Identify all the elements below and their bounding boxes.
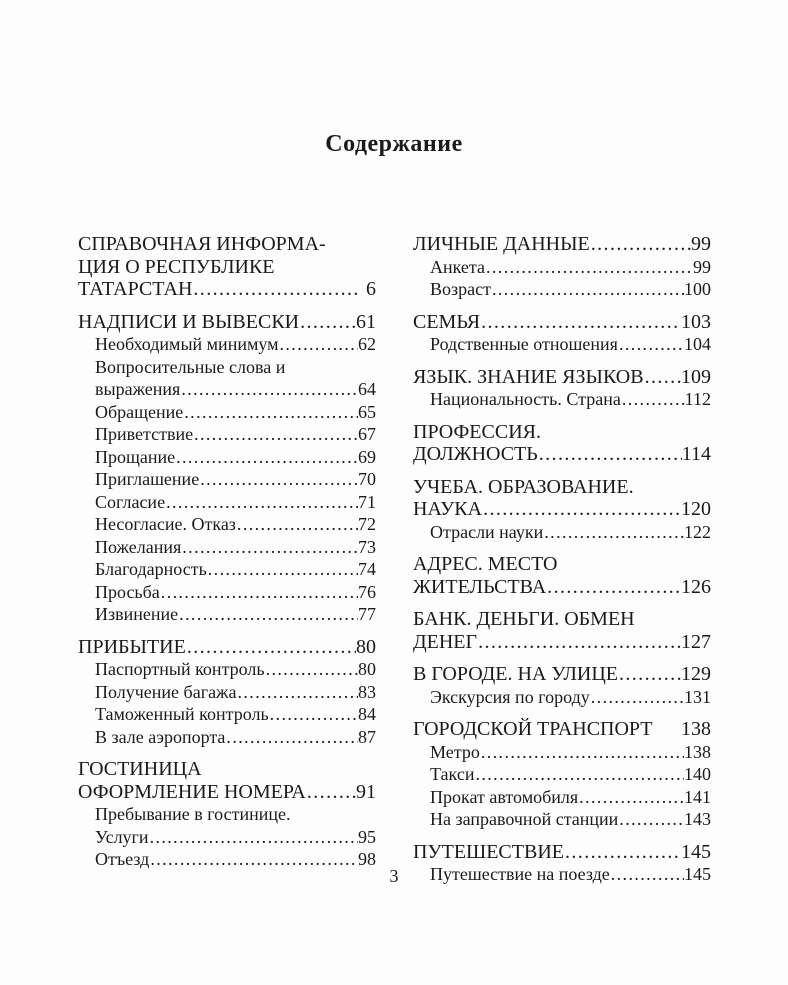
toc-entry-lastline — [413, 366, 711, 389]
toc-entry — [413, 841, 711, 864]
toc-entry — [413, 553, 711, 598]
toc-leader-dots — [269, 703, 358, 726]
toc-entry — [78, 681, 376, 704]
toc-entry-title: Извинение — [95, 604, 179, 624]
toc-entry — [78, 491, 376, 514]
toc-leader-dots — [485, 256, 693, 279]
toc-entry-title: ДЕНЕГ — [413, 630, 478, 653]
toc-entry-title: Приглашение — [95, 469, 200, 489]
toc-entry-title: ПУТЕШЕСТВИЕ — [413, 840, 564, 863]
toc-entry-page: 104 — [684, 334, 711, 354]
toc-entry-title: Метро — [430, 741, 480, 762]
toc-entry-page: 141 — [684, 786, 711, 807]
toc-entry-page: 100 — [684, 279, 711, 299]
toc-entry-line: БАНК. ДЕНЬГИ. ОБМЕН — [413, 608, 635, 630]
toc-entry — [413, 366, 711, 389]
toc-entry-title: ЯЗЫК. ЗНАНИЕ ЯЗЫКОВ — [413, 365, 644, 388]
toc-entry-page: 64 — [358, 379, 376, 399]
toc-entry-lastline — [78, 278, 376, 301]
toc-entry-lastline — [95, 333, 376, 356]
page-number: 3 — [389, 866, 399, 886]
toc-entry-lastline — [430, 333, 711, 356]
toc-entry-page: 61 — [356, 310, 376, 333]
toc-leader-dots — [207, 558, 358, 581]
toc-leader-dots — [482, 498, 681, 521]
toc-entry — [78, 658, 376, 681]
toc-entry-title: Согласие — [95, 491, 166, 512]
toc-entry-title: Необходимый минимум — [95, 334, 279, 354]
toc-entry-lastline — [95, 513, 376, 536]
toc-entry-page: 122 — [684, 521, 711, 542]
toc-entry-title: Несогласие. Отказ — [95, 514, 236, 534]
toc-entry-page: 76 — [358, 581, 376, 602]
toc-entry — [413, 608, 711, 653]
toc-entry-title: Получение багажа — [95, 681, 237, 702]
toc-leader-dots — [590, 233, 691, 256]
toc-entry-lastline — [95, 401, 376, 424]
toc-entry-title: Анкета — [430, 256, 485, 277]
toc-entry-page: 140 — [684, 764, 711, 784]
toc-entry-title: ЖИТЕЛЬСТВА — [413, 575, 547, 598]
toc-entry-line: ЦИЯ О РЕСПУБЛИКЕ — [78, 255, 275, 278]
toc-entry-title: Экскурсия по городу — [430, 686, 590, 707]
toc-entry-lastline — [95, 658, 376, 681]
toc-entry — [78, 423, 376, 446]
toc-entry-lastline — [430, 686, 711, 709]
page-title: Содержание — [325, 131, 463, 157]
toc-leader-dots — [618, 808, 684, 831]
toc-entry-title: Такси — [430, 764, 475, 784]
toc-entry-page: 80 — [358, 659, 376, 679]
toc-entry — [413, 521, 711, 544]
toc-entry — [413, 686, 711, 709]
toc-entry — [78, 446, 376, 469]
toc-entry-line: Пребывание в гостинице. — [95, 804, 291, 824]
toc-entry-title: ДОЛЖНОСТЬ — [413, 443, 538, 465]
toc-entry-lastline — [78, 311, 376, 334]
toc-entry-title: Приветствие — [95, 424, 194, 444]
toc-entry-lastline — [430, 763, 711, 786]
toc-entry — [78, 603, 376, 626]
toc-entry-title: Отрасли науки — [430, 521, 544, 542]
toc-leader-dots — [480, 741, 684, 764]
toc-entry-lastline — [413, 576, 711, 599]
toc-entry — [413, 311, 711, 334]
toc-entry-title: Пожелания — [95, 536, 182, 557]
toc-entry — [78, 356, 376, 401]
toc-columns — [78, 233, 712, 886]
toc-entry-lastline — [95, 468, 376, 491]
toc-entry-page: 126 — [681, 575, 711, 598]
toc-entry-lastline — [95, 378, 376, 401]
toc-leader-dots — [192, 278, 361, 301]
toc-entry — [78, 233, 376, 301]
toc-entry-lastline — [95, 536, 376, 559]
toc-leader-dots — [653, 718, 681, 741]
toc-entry-page: 72 — [358, 514, 376, 534]
toc-leader-dots — [546, 576, 681, 599]
toc-entry-title: ГОРОДСКОЙ ТРАНСПОРТ — [413, 718, 653, 740]
toc-entry-title: Путешествие на поезде — [430, 864, 610, 884]
toc-entry-page: 6 — [361, 278, 376, 300]
toc-entry-title: ОФОРМЛЕНИЕ НОМЕРА — [78, 780, 306, 803]
toc-entry-lastline — [95, 446, 376, 469]
toc-entry-page: 109 — [681, 365, 711, 388]
toc-entry-lastline — [95, 603, 376, 626]
toc-leader-dots — [183, 401, 358, 424]
toc-entry-title: Благодарность — [95, 559, 207, 579]
toc-entry-page: 114 — [681, 443, 711, 465]
toc-entry-title: В зале аэропорта — [95, 726, 226, 747]
toc-entry-page: 112 — [684, 389, 711, 409]
toc-entry — [78, 803, 376, 848]
toc-entry — [413, 808, 711, 831]
toc-leader-dots — [644, 366, 681, 389]
toc-leader-dots — [186, 636, 356, 659]
toc-entry-title: ПРИБЫТИЕ — [78, 635, 186, 658]
toc-entry-page: 138 — [684, 741, 711, 762]
toc-entry-title: На заправочной станции — [430, 809, 619, 829]
toc-entry-title: Услуги — [95, 826, 149, 847]
toc-entry — [78, 558, 376, 581]
toc-entry-lastline — [95, 726, 376, 749]
toc-entry — [413, 278, 711, 301]
toc-entry-page: 99 — [691, 233, 711, 255]
toc-entry-lastline — [430, 741, 711, 764]
toc-entry-title: Национальность. Страна — [430, 389, 621, 409]
toc-entry-title: ЛИЧНЫЕ ДАННЫЕ — [413, 233, 590, 255]
toc-entry — [413, 388, 711, 411]
toc-entry-title: СЕМЬЯ — [413, 310, 481, 333]
toc-entry-page: 120 — [681, 498, 711, 520]
toc-entry-page: 98 — [358, 849, 376, 869]
toc-entry — [413, 233, 711, 256]
toc-leader-dots — [538, 443, 682, 466]
toc-entry — [78, 636, 376, 659]
toc-entry — [413, 476, 711, 521]
toc-entry-lastline — [95, 581, 376, 604]
toc-leader-dots — [175, 446, 358, 469]
toc-entry — [78, 536, 376, 559]
toc-entry — [78, 401, 376, 424]
toc-leader-dots — [618, 333, 684, 356]
toc-entry-lastline — [95, 558, 376, 581]
toc-entry-page: 74 — [358, 559, 376, 579]
toc-entry — [413, 333, 711, 356]
toc-leader-dots — [299, 311, 356, 334]
toc-entry — [78, 333, 376, 356]
toc-entry — [78, 311, 376, 334]
toc-entry-page: 99 — [693, 256, 711, 277]
toc-entry-page: 73 — [358, 536, 376, 557]
toc-entry — [413, 421, 711, 466]
toc-entry-title: Таможенный контроль — [95, 704, 269, 724]
toc-entry-page: 127 — [681, 630, 711, 653]
toc-entry-lastline — [413, 443, 711, 466]
toc-leader-dots — [480, 311, 681, 334]
toc-leader-dots — [621, 388, 685, 411]
toc-leader-dots — [477, 631, 681, 654]
toc-entry-lastline — [413, 498, 711, 521]
toc-entry-page: 69 — [358, 446, 376, 467]
toc-entry-lastline — [413, 631, 711, 654]
toc-entry-lastline — [430, 256, 711, 279]
toc-entry-title: Прощание — [95, 446, 176, 467]
toc-entry-line: СПРАВОЧНАЯ ИНФОРМА- — [78, 233, 326, 255]
toc-entry-page: 87 — [358, 726, 376, 747]
toc-entry-title: ТАТАРСТАН — [78, 278, 193, 300]
toc-entry — [413, 763, 711, 786]
toc-leader-dots — [265, 658, 358, 681]
toc-entry-lastline — [95, 826, 376, 849]
toc-leader-dots — [236, 513, 358, 536]
toc-entry — [413, 718, 711, 741]
toc-entry-title: Прокат автомобиля — [430, 786, 579, 807]
toc-leader-dots — [165, 491, 358, 514]
toc-entry-lastline — [430, 786, 711, 809]
toc-entry-line: АДРЕС. МЕСТО — [413, 553, 558, 575]
toc-entry-lastline — [430, 808, 711, 831]
toc-entry — [413, 256, 711, 279]
toc-entry — [78, 703, 376, 726]
toc-entry-title: Просьба — [95, 581, 160, 602]
toc-entry-page: 138 — [681, 718, 711, 740]
toc-entry-page: 143 — [684, 809, 711, 829]
toc-entry-lastline — [430, 278, 711, 301]
toc-entry-page: 83 — [358, 681, 376, 702]
toc-entry-title: Паспортный контроль — [95, 659, 265, 679]
toc-leader-dots — [225, 726, 358, 749]
toc-entry-page: 70 — [358, 469, 376, 489]
toc-entry-lastline — [413, 663, 711, 686]
toc-entry-lastline — [413, 718, 711, 741]
toc-entry-lastline — [413, 311, 711, 334]
toc-entry-title: НАУКА — [413, 498, 483, 520]
toc-entry-page: 84 — [358, 704, 376, 724]
toc-entry — [78, 581, 376, 604]
toc-leader-dots — [491, 278, 684, 301]
toc-leader-dots — [181, 536, 358, 559]
toc-leader-dots — [279, 333, 359, 356]
toc-leader-dots — [178, 603, 358, 626]
toc-entry — [78, 513, 376, 536]
toc-entry-page: 67 — [358, 424, 376, 444]
toc-entry-page: 91 — [356, 780, 376, 803]
toc-entry-page: 131 — [684, 686, 711, 707]
toc-entry-line: Вопросительные слова и — [95, 356, 286, 377]
toc-leader-dots — [160, 581, 358, 604]
toc-leader-dots — [578, 786, 684, 809]
toc-leader-dots — [199, 468, 358, 491]
toc-leader-dots — [618, 663, 681, 686]
toc-entry-page: 65 — [358, 401, 376, 422]
toc-entry-page: 80 — [356, 635, 376, 658]
toc-leader-dots — [543, 521, 684, 544]
toc-entry — [78, 726, 376, 749]
toc-entry-title: Обращение — [95, 401, 184, 422]
toc-column-left — [78, 233, 376, 886]
toc-entry — [413, 741, 711, 764]
toc-leader-dots — [193, 423, 358, 446]
toc-entry-line: УЧЕБА. ОБРАЗОВАНИЕ. — [413, 475, 634, 498]
toc-entry-lastline — [95, 681, 376, 704]
toc-leader-dots — [590, 686, 684, 709]
toc-entry — [78, 758, 376, 803]
toc-entry-page: 77 — [358, 604, 376, 624]
toc-entry-page: 71 — [358, 491, 376, 512]
toc-leader-dots — [306, 781, 356, 804]
toc-leader-dots — [237, 681, 359, 704]
toc-entry-line: ПРОФЕССИЯ. — [413, 420, 541, 443]
toc-entry-title: выражения — [95, 379, 181, 399]
toc-entry-page: 129 — [681, 663, 711, 685]
toc-entry-title: Родственные отношения — [430, 334, 618, 354]
toc-entry-title: Возраст — [430, 279, 491, 299]
toc-entry — [413, 786, 711, 809]
toc-leader-dots — [474, 763, 684, 786]
toc-entry-lastline — [95, 703, 376, 726]
toc-entry-lastline — [95, 491, 376, 514]
toc-column-right — [413, 233, 711, 886]
toc-entry-page: 145 — [681, 840, 711, 863]
toc-leader-dots — [180, 378, 358, 401]
toc-entry-lastline — [430, 388, 711, 411]
toc-entry-lastline — [78, 636, 376, 659]
toc-entry-page: 145 — [684, 864, 711, 884]
toc-entry — [413, 663, 711, 686]
toc-entry-page: 62 — [358, 334, 376, 354]
toc-entry — [78, 468, 376, 491]
toc-entry-title: НАДПИСИ И ВЫВЕСКИ — [78, 310, 300, 333]
toc-entry-line: ГОСТИНИЦА — [78, 758, 202, 780]
toc-entry-title: В ГОРОДЕ. НА УЛИЦЕ — [413, 663, 618, 685]
toc-leader-dots — [564, 841, 681, 864]
toc-entry-lastline — [95, 423, 376, 446]
toc-entry-lastline — [430, 521, 711, 544]
toc-entry-lastline — [78, 781, 376, 804]
toc-entry-lastline — [413, 233, 711, 256]
toc-leader-dots — [149, 826, 358, 849]
toc-entry-page: 103 — [681, 310, 711, 333]
toc-entry-title: Отъезд — [95, 849, 150, 869]
toc-entry-page: 95 — [358, 826, 376, 847]
toc-entry-lastline — [413, 841, 711, 864]
